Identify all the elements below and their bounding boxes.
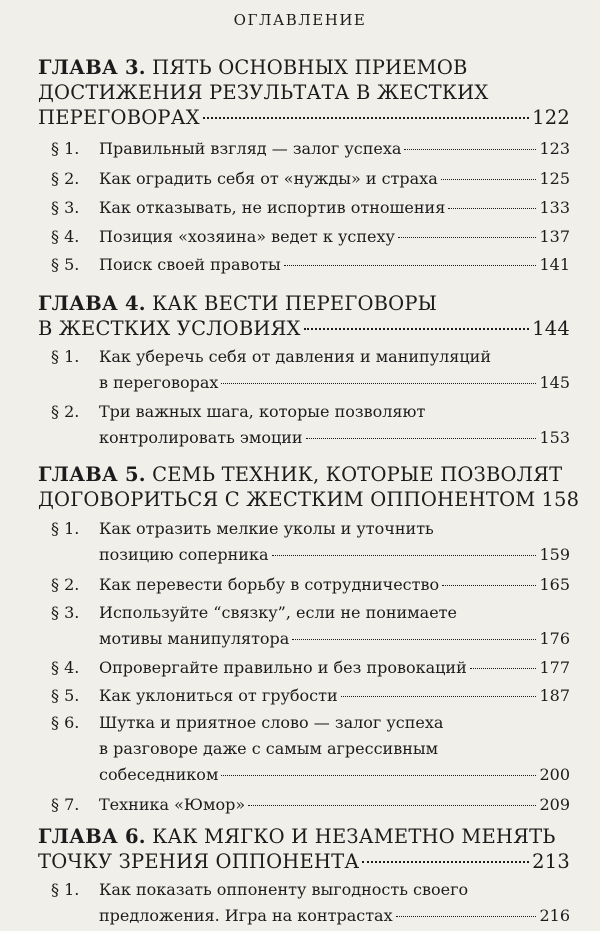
page-number: 123: [539, 139, 570, 158]
chapter-label: ГЛАВА 6.: [38, 825, 146, 848]
section-line: [51, 370, 570, 396]
section-entry: [51, 344, 570, 396]
section-number: § 5.: [51, 255, 80, 274]
dot-leader: [396, 916, 537, 917]
section-title: Опровергайте правильно и без провокаций: [99, 658, 467, 677]
page-number: 158: [541, 488, 580, 511]
dot-leader: [203, 117, 529, 119]
section-entry: [51, 252, 570, 278]
section-line: [51, 224, 570, 250]
dot-leader: [284, 265, 537, 266]
section-entry: [51, 516, 570, 568]
section-number: § 5.: [51, 686, 80, 705]
section-line: [51, 792, 570, 818]
dot-leader: [362, 861, 529, 863]
section-line: [51, 710, 570, 736]
dot-leader: [248, 805, 536, 806]
chapter-title-text: СЕМЬ ТЕХНИК, КОТОРЫЕ ПОЗВОЛЯТ: [152, 463, 563, 486]
section-number: § 1.: [51, 880, 80, 899]
dot-leader: [470, 668, 537, 669]
section-number: § 1.: [51, 347, 80, 366]
section-line: [51, 683, 570, 709]
chapter-title-last-line: [38, 316, 570, 341]
page-number: 144: [532, 317, 570, 340]
section-entry: [51, 572, 570, 598]
dot-leader: [442, 585, 536, 586]
dot-leader: [221, 775, 536, 776]
section-title: Как отказывать, не испортив отношения: [99, 198, 446, 217]
page-number: 153: [539, 428, 570, 447]
chapter-title-line: [38, 55, 570, 80]
section-number: § 2.: [51, 402, 80, 421]
section-title: в разговоре даже с самым агрессивным: [99, 739, 439, 758]
chapter-title-last-line: [38, 105, 570, 130]
section-title: Как уклониться от грубости: [99, 686, 338, 705]
chapter-heading: [38, 824, 570, 874]
section-line: [51, 166, 570, 192]
section-title: Как показать оппоненту выгодность своего: [99, 880, 469, 899]
section-number: § 1.: [51, 139, 80, 158]
dot-leader: [272, 555, 537, 556]
chapter-title-line: ДОСТИЖЕНИЯ РЕЗУЛЬТАТА В ЖЕСТКИХ: [38, 81, 489, 104]
section-line: [51, 516, 570, 542]
section-title: Шутка и приятное слово — залог успеха: [99, 713, 444, 732]
section-title: Три важных шага, которые позволяют: [99, 402, 426, 421]
dot-leader: [306, 438, 537, 439]
section-title: мотивы манипулятора: [99, 629, 290, 648]
page-number: 209: [539, 795, 570, 814]
section-entry: [51, 600, 570, 652]
section-title: позицию соперника: [99, 545, 269, 564]
section-entry: [51, 136, 570, 162]
section-line: [51, 425, 570, 451]
chapter-heading: [38, 55, 570, 130]
page-number: 177: [539, 658, 570, 677]
chapter-title-text: КАК ВЕСТИ ПЕРЕГОВОРЫ: [152, 292, 438, 315]
section-title: Как оградить себя от «нужды» и страха: [99, 169, 438, 188]
section-title: Как уберечь себя от давления и манипуляций: [99, 347, 491, 366]
section-entry: [51, 166, 570, 192]
section-line: [51, 542, 570, 568]
chapter-title-text: КАК МЯГКО И НЕЗАМЕТНО МЕНЯТЬ: [152, 825, 556, 848]
page-number: 213: [532, 850, 570, 873]
section-number: § 3.: [51, 603, 80, 622]
dot-leader: [341, 696, 537, 697]
section-entry: [51, 877, 570, 929]
chapter-label: ГЛАВА 3.: [38, 56, 146, 79]
section-title: Правильный взгляд — залог успеха: [99, 139, 402, 158]
section-line: [51, 344, 570, 370]
page-number: 141: [539, 255, 570, 274]
chapter-label: ГЛАВА 4.: [38, 292, 146, 315]
page-number: 137: [539, 227, 570, 246]
dot-leader: [448, 208, 536, 209]
section-title: предложения. Игра на контрастах: [99, 906, 393, 925]
page-number: 165: [539, 575, 570, 594]
chapter-heading: [38, 462, 580, 512]
chapter-title-text: В ЖЕСТКИХ УСЛОВИЯХ: [38, 317, 301, 340]
section-number: § 2.: [51, 169, 80, 188]
section-line: [51, 399, 570, 425]
section-title: Техника «Юмор»: [99, 795, 246, 814]
section-title: собеседником: [99, 765, 219, 784]
page-number: 145: [539, 373, 570, 392]
section-entry: [51, 792, 570, 818]
section-line: [51, 903, 570, 929]
chapter-title-line: [38, 462, 570, 487]
section-title: Используйте “связку”, если не понимаете: [99, 603, 457, 622]
section-number: § 3.: [51, 198, 80, 217]
page-number: 125: [539, 169, 570, 188]
section-number: § 6.: [51, 713, 80, 732]
section-title: Как отразить мелкие уколы и уточнить: [99, 519, 434, 538]
section-entry: [51, 710, 570, 788]
section-line: [51, 626, 570, 652]
section-entry: [51, 195, 570, 221]
page-number: 187: [539, 686, 570, 705]
chapter-title-text: ТОЧКУ ЗРЕНИЯ ОППОНЕНТА: [38, 850, 360, 873]
section-line: [51, 252, 570, 278]
section-number: § 7.: [51, 795, 80, 814]
page-number: 216: [539, 906, 570, 925]
section-title: контролировать эмоции: [99, 428, 303, 447]
section-entry: [51, 224, 570, 250]
chapter-title-text: ПЕРЕГОВОРАХ: [38, 106, 200, 129]
dot-leader: [221, 383, 536, 384]
section-line: [51, 136, 570, 162]
section-entry: [51, 399, 570, 451]
page-number: 133: [539, 198, 570, 217]
page-number: 122: [532, 106, 570, 129]
dot-leader: [304, 328, 530, 330]
chapter-title-line: [38, 824, 570, 849]
page-title: ОГЛАВЛЕНИЕ: [233, 11, 367, 29]
section-line: [51, 736, 570, 762]
section-line: [51, 655, 570, 681]
section-title: в переговорах: [99, 373, 219, 392]
page-number: 176: [539, 629, 570, 648]
section-title: Поиск своей правоты: [99, 255, 281, 274]
chapter-title-text: ПЯТЬ ОСНОВНЫХ ПРИЕМОВ: [152, 56, 468, 79]
dot-leader: [292, 639, 536, 640]
section-line: [51, 572, 570, 598]
section-line: [51, 877, 570, 903]
section-number: § 4.: [51, 227, 80, 246]
section-line: [51, 195, 570, 221]
chapter-heading: [38, 291, 570, 341]
chapter-title-last-line: [38, 849, 570, 874]
chapter-title-last-line: [38, 487, 580, 512]
dot-leader: [441, 179, 537, 180]
page-number: 200: [539, 765, 570, 784]
chapter-title-text: ДОГОВОРИТЬСЯ С ЖЕСТКИМ ОППОНЕНТОМ: [38, 488, 536, 511]
section-number: § 2.: [51, 575, 80, 594]
section-line: [51, 762, 570, 788]
section-number: § 1.: [51, 519, 80, 538]
dot-leader: [404, 149, 536, 150]
section-line: [51, 600, 570, 626]
chapter-title-line: [38, 291, 570, 316]
dot-leader: [398, 237, 537, 238]
section-entry: [51, 655, 570, 681]
section-title: Как перевести борьбу в сотрудничество: [99, 575, 440, 594]
section-entry: [51, 683, 570, 709]
page-number: 159: [539, 545, 570, 564]
chapter-label: ГЛАВА 5.: [38, 463, 146, 486]
section-number: § 4.: [51, 658, 80, 677]
section-title: Позиция «хозяина» ведет к успеху: [99, 227, 395, 246]
